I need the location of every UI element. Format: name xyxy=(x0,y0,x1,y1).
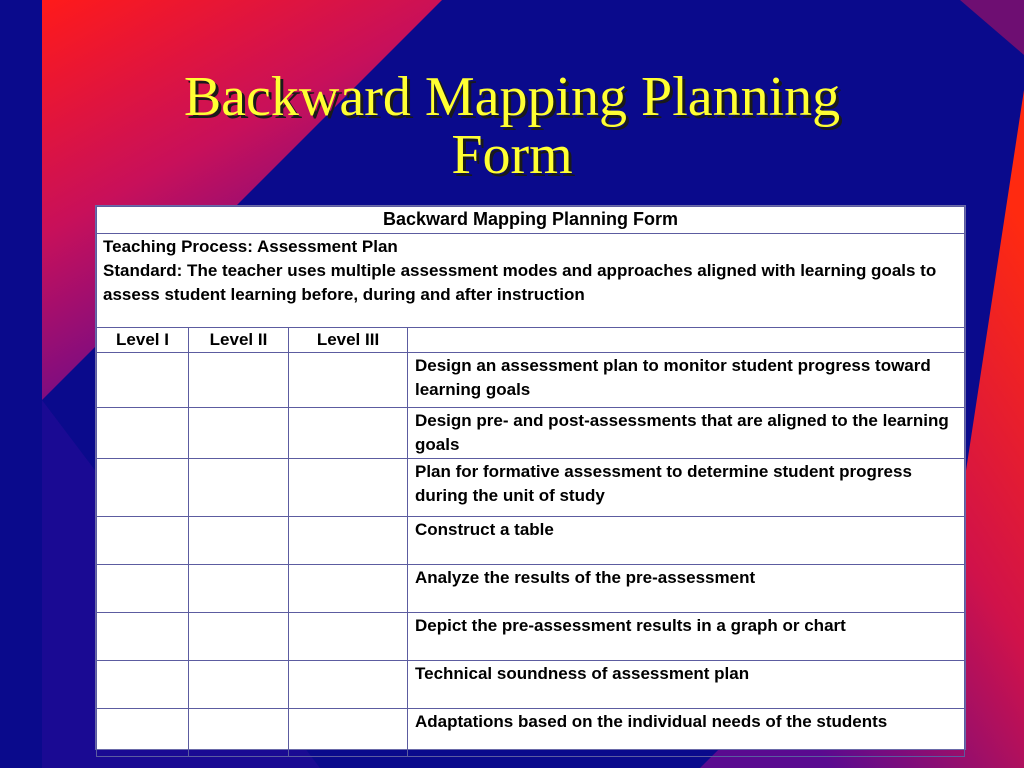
level-3-cell[interactable] xyxy=(289,565,408,613)
level-1-cell[interactable] xyxy=(97,613,189,661)
table-row xyxy=(97,565,965,613)
criterion-text: Design an assessment plan to monitor student progress toward learning goals xyxy=(408,353,965,408)
planning-form xyxy=(95,205,966,750)
level-2-cell[interactable] xyxy=(189,709,289,757)
criterion-text: Depict the pre-assessment results in a graph or chart xyxy=(408,613,965,661)
form-info-row xyxy=(97,234,965,328)
table-row xyxy=(97,408,965,459)
level-2-cell[interactable] xyxy=(189,459,289,517)
slide-title xyxy=(0,68,1024,184)
form-header: Backward Mapping Planning Form xyxy=(97,207,965,234)
level-1-cell[interactable] xyxy=(97,408,189,459)
criterion-text: Analyze the results of the pre-assessment xyxy=(408,565,965,613)
level-3-header: Level III xyxy=(289,328,408,353)
level-3-cell[interactable] xyxy=(289,353,408,408)
level-3-cell[interactable] xyxy=(289,459,408,517)
level-3-cell[interactable] xyxy=(289,517,408,565)
slide-title-line-1: Backward Mapping Planning xyxy=(183,66,841,128)
level-1-cell[interactable] xyxy=(97,459,189,517)
level-1-cell[interactable] xyxy=(97,517,189,565)
level-1-cell[interactable] xyxy=(97,709,189,757)
table-row xyxy=(97,709,965,757)
criteria-header xyxy=(408,328,965,353)
criterion-text: Plan for formative assessment to determine student progress during the unit of study xyxy=(408,459,965,517)
level-2-cell[interactable] xyxy=(189,661,289,709)
criterion-text: Design pre- and post-assessments that are aligned to the learning goals xyxy=(408,408,965,459)
level-3-cell[interactable] xyxy=(289,408,408,459)
level-1-header: Level I xyxy=(97,328,189,353)
table-row xyxy=(97,661,965,709)
level-2-cell[interactable] xyxy=(189,408,289,459)
table-row xyxy=(97,517,965,565)
planning-form-table xyxy=(96,206,965,757)
level-2-cell[interactable] xyxy=(189,613,289,661)
level-3-cell[interactable] xyxy=(289,613,408,661)
criterion-text: Adaptations based on the individual needs of the students xyxy=(408,709,965,757)
level-2-cell[interactable] xyxy=(189,517,289,565)
form-header-row xyxy=(97,207,965,234)
level-1-cell[interactable] xyxy=(97,565,189,613)
level-2-cell[interactable] xyxy=(189,353,289,408)
table-row xyxy=(97,613,965,661)
standard-text: Standard: The teacher uses multiple assessment modes and approaches aligned with learning goals to assess student learning before, during and after instruction xyxy=(103,261,937,304)
slide-title-line-2: Form xyxy=(451,124,573,186)
table-row xyxy=(97,353,965,408)
criterion-text: Construct a table xyxy=(408,517,965,565)
level-1-cell[interactable] xyxy=(97,661,189,709)
teaching-process: Teaching Process: Assessment Plan xyxy=(103,237,398,256)
level-3-cell[interactable] xyxy=(289,661,408,709)
form-info-cell xyxy=(97,234,965,328)
level-2-cell[interactable] xyxy=(189,565,289,613)
level-2-header: Level II xyxy=(189,328,289,353)
level-1-cell[interactable] xyxy=(97,353,189,408)
level-3-cell[interactable] xyxy=(289,709,408,757)
levels-header-row xyxy=(97,328,965,353)
table-row xyxy=(97,459,965,517)
criterion-text: Technical soundness of assessment plan xyxy=(408,661,965,709)
